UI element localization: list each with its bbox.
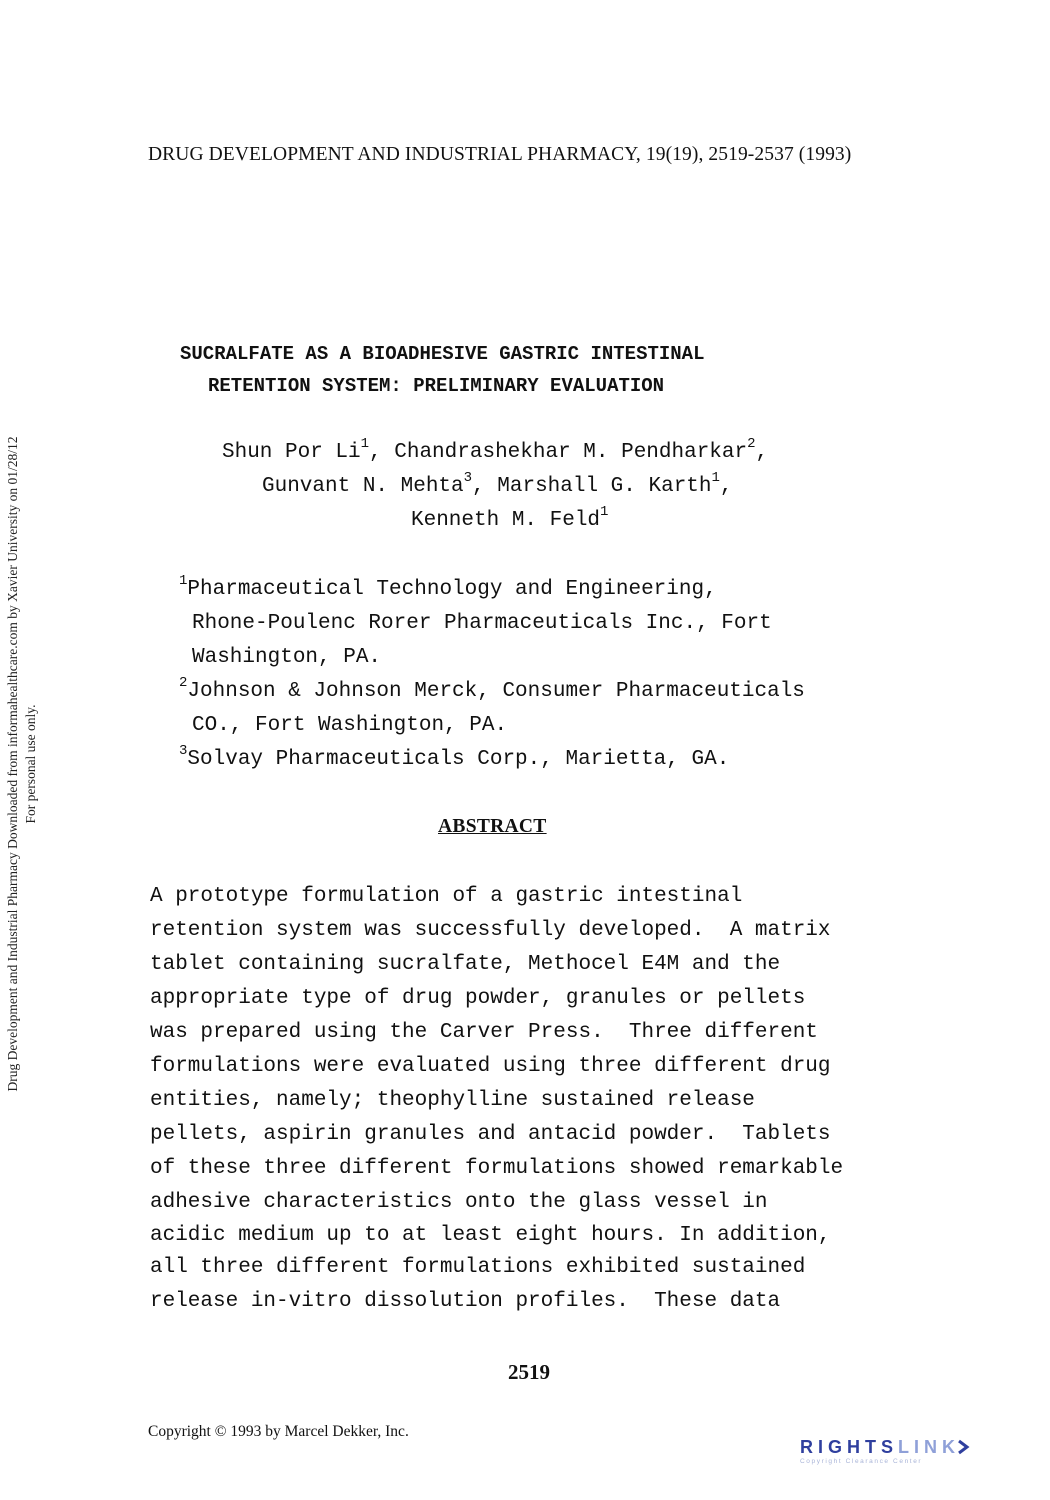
abstract-line: A prototype formulation of a gastric intestinal bbox=[150, 885, 743, 908]
abstract-line: acidic medium up to at least eight hours. In addition, bbox=[150, 1224, 831, 1247]
affiliation-3-line-1: $^3$Solvay Pharmaceuticals Corp., Marietta, GA. bbox=[179, 743, 730, 771]
download-watermark: Drug Development and Industrial Pharmacy Downloaded from informahealthcare.com by Xavier University on 01/28/12 For personal use only. bbox=[5, 436, 38, 1092]
abstract-line: entities, namely; theophylline sustained release bbox=[150, 1089, 755, 1112]
author-line-2: Gunvant N. Mehta$^3$, Marshall G. Karth$^1$, bbox=[262, 470, 733, 498]
abstract-line: formulations were evaluated using three different drug bbox=[150, 1055, 831, 1078]
logo-link-text: LINK bbox=[898, 1437, 961, 1457]
page-number: 2519 bbox=[508, 1360, 550, 1384]
affiliation-mark: 1 bbox=[600, 504, 609, 520]
author-name: Marshall G. Karth bbox=[497, 475, 712, 498]
abstract-line: was prepared using the Carver Press. Three different bbox=[150, 1021, 818, 1044]
logo-rights-text: RIGHTS bbox=[800, 1437, 899, 1457]
abstract-line: retention system was successfully developed. A matrix bbox=[150, 919, 831, 942]
abstract-heading: ABSTRACT bbox=[438, 816, 547, 837]
author-name: Kenneth M. Feld bbox=[411, 509, 601, 532]
logo-subtitle: Copyright Clearance Center bbox=[800, 1458, 923, 1465]
affiliation-1-line-1: $^1$Pharmaceutical Technology and Engineering, bbox=[179, 573, 717, 601]
title-line-2: RETENTION SYSTEM: PRELIMINARY EVALUATION bbox=[208, 375, 665, 397]
affiliation-mark: 1 bbox=[711, 470, 720, 486]
author-line-1: Shun Por Li$^1$, Chandrashekhar M. Pendharkar$^2$, bbox=[222, 436, 769, 464]
author-name: Gunvant N. Mehta bbox=[262, 475, 464, 498]
affiliation-mark: 2 bbox=[179, 675, 188, 691]
abstract-line: pellets, aspirin granules and antacid powder. Tablets bbox=[150, 1123, 831, 1146]
affiliation-mark: 2 bbox=[747, 436, 756, 452]
author-name: Shun Por Li bbox=[222, 441, 361, 464]
copyright-notice: Copyright © 1993 by Marcel Dekker, Inc. bbox=[148, 1423, 409, 1440]
abstract-line: appropriate type of drug powder, granules or pellets bbox=[150, 987, 806, 1010]
abstract-line: release in-vitro dissolution profiles. These data bbox=[150, 1290, 781, 1313]
affiliation-2-line-2: CO., Fort Washington, PA. bbox=[192, 714, 508, 737]
affiliation-1-line-3: Washington, PA. bbox=[192, 646, 382, 669]
affiliation-1-line-2: Rhone-Poulenc Rorer Pharmaceuticals Inc., Fort bbox=[192, 612, 772, 635]
abstract-line: adhesive characteristics onto the glass vessel in bbox=[150, 1191, 768, 1214]
author-line-3 bbox=[411, 504, 609, 533]
author-name: Chandrashekhar M. Pendharkar bbox=[394, 441, 748, 464]
paper-title bbox=[150, 338, 850, 402]
affiliation-mark: 1 bbox=[360, 436, 370, 452]
rightslink-logo[interactable] bbox=[800, 1437, 1030, 1471]
title-line-1: SUCRALFATE AS A BIOADHESIVE GASTRIC INTESTINAL bbox=[180, 343, 705, 365]
journal-header: DRUG DEVELOPMENT AND INDUSTRIAL PHARMACY, 19(19), 2519-2537 (1993) bbox=[148, 144, 852, 165]
affiliation-2-line-1: $^2$Johnson & Johnson Merck, Consumer Pharmaceuticals bbox=[179, 675, 805, 703]
abstract-line: all three different formulations exhibited sustained bbox=[150, 1256, 806, 1279]
affiliation-mark: 1 bbox=[179, 573, 188, 589]
abstract-line: of these three different formulations showed remarkable bbox=[150, 1157, 844, 1180]
abstract-line: tablet containing sucralfate, Methocel E4M and the bbox=[150, 953, 781, 976]
affiliation-mark: 3 bbox=[179, 743, 188, 759]
affiliation-mark: 3 bbox=[463, 470, 473, 486]
chevron-icon bbox=[956, 1439, 972, 1455]
